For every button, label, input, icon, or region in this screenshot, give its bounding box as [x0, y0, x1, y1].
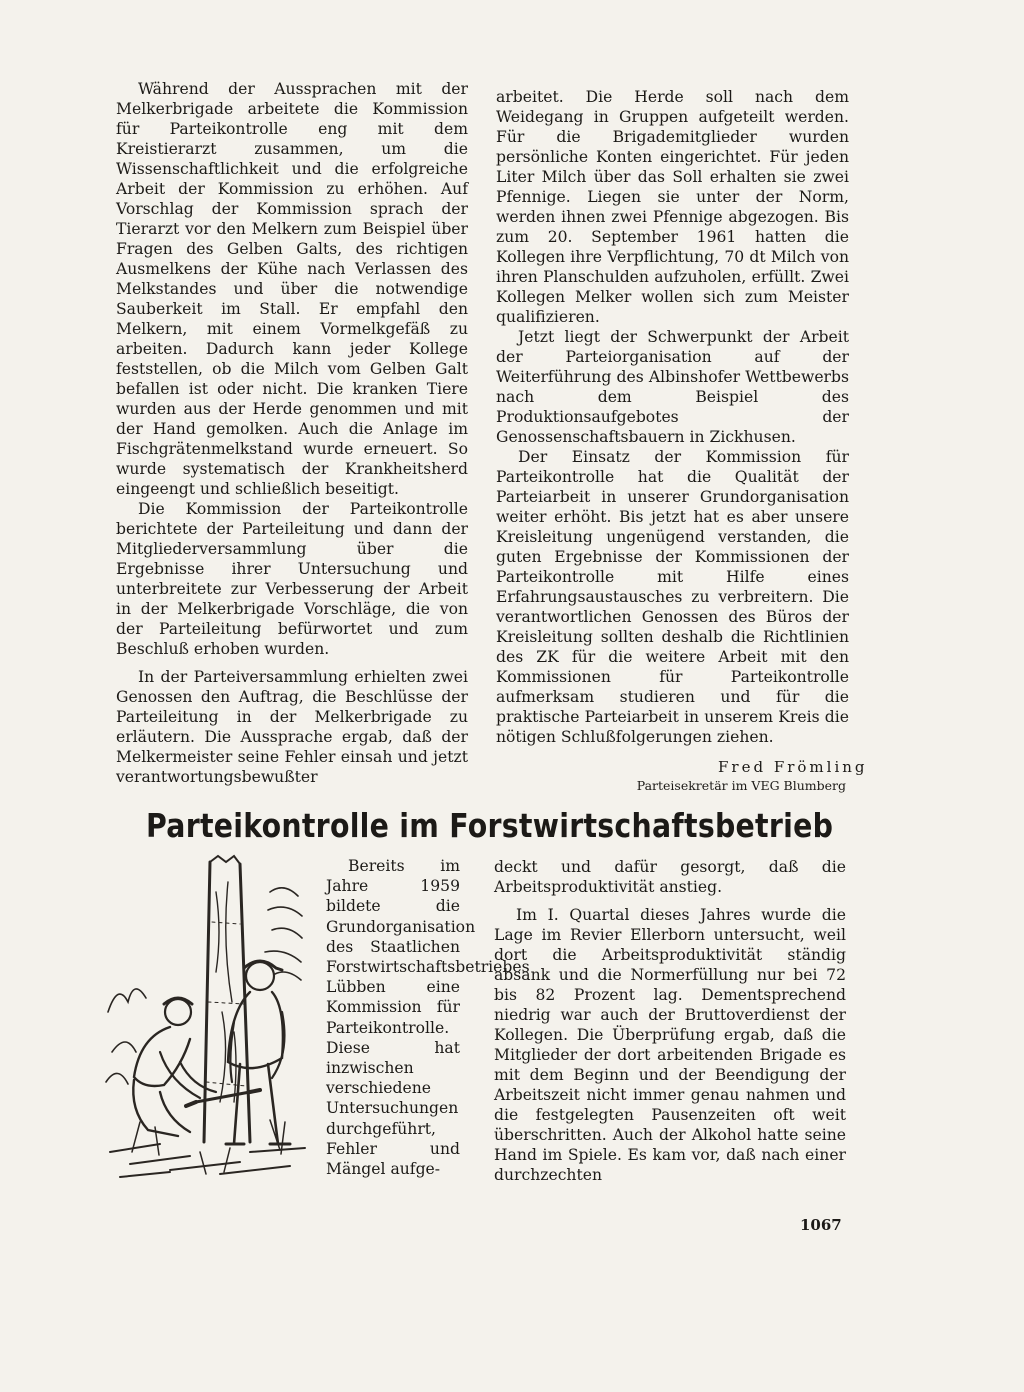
paragraph: Der Einsatz der Kommission für Parteikontrolle hat die Qualität der Parteiarbeit in unserer Grundorganisation weiter erhöht. Bis jetzt hat es aber unsere Kreisleitung ungenügend verstanden, die guten Ergebnisse der Kommissionen der Parteikontrolle mit Hilfe eines Erfahrungsaustausches zu verbreitern. Die verantwortlichen Genossen des Büros der Kreisleitung sollten deshalb die Richtlinien des ZK für die weitere Arbeit mit den Kommissionen für Parteikontrolle aufmerksam studieren und für die praktische Parteiarbeit in unserem Kreis die nötigen Schlußfolgerungen ziehen.: [496, 448, 849, 746]
paragraph: Während der Aussprachen mit der Melkerbrigade arbeitete die Kommission für Parteikontrolle eng mit dem Kreistierarzt zusammen, um die Wissenschaftlichkeit und die erfolgreiche Arbeit der Kommission zu erhöhen. Auf Vorschlag der Kommission sprach der Tierarzt vor den Melkern zum Beispiel über Fragen des Gelben Galts, des richtigen Ausmelkens der Kühe nach Verlassen des Melkstandes und über die notwendige Sauberkeit im Stall. Er empfahl den Melkern, mit einem Vormelkgefäß zu arbeiten. Dadurch kann jeder Kollege feststellen, ob die Milch vom Gelben Galt befallen ist oder nicht. Die kranken Tiere wurden aus der Herde genommen und mit der Hand gemolken. Auch die Anlage im Fischgrätenmelkstand wurde erneuert. So wurde systematisch der Krankheitsherd eingeengt und schließlich beseitigt.: [116, 80, 468, 498]
paragraph: Im I. Quartal dieses Jahres wurde die Lage im Revier Ellerborn untersucht, weil dort die Arbeitsproduktivität ständig absank und die Normerfüllung nur bei 72 bis 82 Prozent lag. Dementsprechend niedrig war auch der Bruttoverdienst der Kollegen. Die Überprüfung ergab, daß die Mitglieder der dort arbeitenden Brigade es mit dem Beginn und der Beendigung der Arbeitszeit nicht immer genau nahmen und die festgelegten Pausenzeiten oft weit überschritten. Auch der Alkohol hatte seine Hand im Spiele. Es kam vor, daß nach einer durchzechten: [494, 906, 846, 1184]
bottom-middle-column: [326, 856, 530, 1179]
paragraph: Jetzt liegt der Schwerpunkt der Arbeit der Parteiorganisation auf der Weiterführung des Albinshofer Wettbewerbs nach dem Beispiel des Produktionsaufgebotes der Genossenschaftsbauern in Zickhusen.: [496, 328, 849, 446]
woodcutters-illustration-drawing: [100, 852, 314, 1186]
paragraph: In der Parteiversammlung erhielten zwei Genossen den Auftrag, die Beschlüsse der Parteileitung in der Melkerbrigade zu erläutern. Die Aussprache ergab, daß der Melkermeister seine Fehler einsah und jetzt verantwortungsbewußter: [116, 668, 468, 786]
paragraph: arbeitet. Die Herde soll nach dem Weidegang in Gruppen aufgeteilt werden. Für die Brigademitglieder wurden persönliche Konten eingerichtet. Für jeden Liter Milch über das Soll erhalten sie zwei Pfennige. Liegen sie unter der Norm, werden ihnen zwei Pfennige abgezogen. Bis zum 20. September 1961 hatten die Kollegen ihre Verpflichtung, 70 dt Milch von ihren Planschulden aufzuholen, erfüllt. Zwei Kollegen Melker wollen sich zum Meister qualifizieren.: [496, 88, 849, 326]
paragraph: Bereits im Jahre 1959 bildete die Grundorganisation des Staatlichen Forstwirtschaftsbetriebes Lübben eine Kommission für Parteikontrolle. Diese hat inzwischen verschiedene Untersuchungen durchgeführt, Fehler und Mängel aufge-: [326, 857, 530, 1179]
bottom-right-column: [494, 857, 846, 1185]
signature-name: Fred Frömling: [718, 758, 868, 776]
article-headline: Parteikontrolle im Forstwirtschaftsbetrieb: [146, 806, 834, 845]
top-left-column: [116, 79, 468, 787]
page-number: 1067: [800, 1216, 842, 1234]
top-right-column: [496, 87, 849, 747]
woodcutters-illustration: [100, 852, 314, 1186]
signature-title: Parteisekretär im VEG Blumberg: [636, 778, 846, 793]
paragraph: Die Kommission der Parteikontrolle berichtete der Parteileitung und dann der Mitgliederversammlung über die Ergebnisse ihrer Untersuchung und unterbreitete zur Verbesserung der Arbeit in der Melkerbrigade Vorschläge, die von der Parteileitung befürwortet und zum Beschluß erhoben wurden.: [116, 500, 468, 658]
paragraph: deckt und dafür gesorgt, daß die Arbeitsproduktivität anstieg.: [494, 858, 846, 896]
